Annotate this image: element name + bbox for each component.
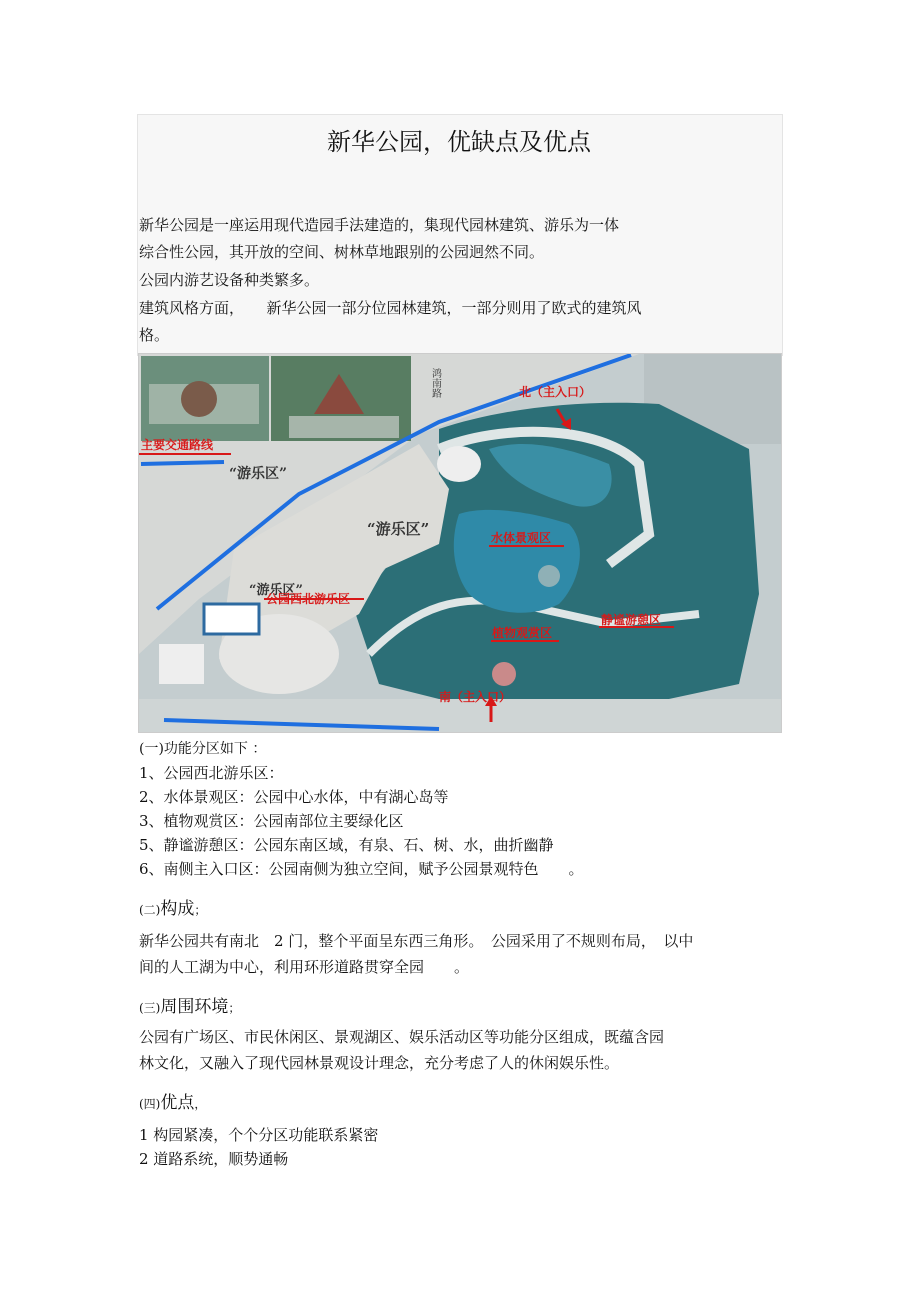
lake xyxy=(454,510,580,613)
page-title: 新华公园，优缺点及优点 xyxy=(327,128,591,156)
island xyxy=(538,565,560,587)
section3-line: 公园有广场区、市民休闲区、景观湖区、娱乐活动区等功能分区组成，既蕴含园 xyxy=(139,1028,665,1046)
label-road-name: 鸿南路 xyxy=(429,368,441,398)
label-main-road: 主要交通路线 xyxy=(141,438,214,452)
label-nw-amusement: 公园西北游乐区 xyxy=(266,592,351,606)
label-north-gate: 北（主入口） xyxy=(519,385,592,399)
label-amusement-top: “游乐区” xyxy=(229,466,288,482)
label-amusement-mid: “游乐区” xyxy=(367,520,430,538)
section1-heading: (一)功能分区如下 ： xyxy=(139,741,267,757)
intro-line: 新华公园是一座运用现代造园手法建造的，集现代园林建筑、游乐为一体 xyxy=(139,216,620,234)
label-amusement-sw: “游乐区” xyxy=(249,583,303,598)
section1-item: 2、水体景观区：公园中心水体，中有湖心岛等 xyxy=(139,788,449,806)
section4-item: 1 构园紧凑，个个分区功能联系紧密 xyxy=(139,1126,379,1144)
label-south-gate: 南（主入口） xyxy=(439,690,512,704)
section1-item: 3、植物观赏区：公园南部位主要绿化区 xyxy=(139,812,404,830)
section3-heading: (三)周围环境； xyxy=(139,997,241,1017)
intro-line: 格。 xyxy=(139,326,170,344)
section1-item: 5、静谧游憩区：公园东南区域，有泉、石、树、水，曲折幽静 xyxy=(139,836,554,854)
section3-line: 林文化，又融入了现代园林景观设计理念，充分考虑了人的休闲娱乐性。 xyxy=(139,1054,620,1072)
label-water-zone: 水体景观区 xyxy=(491,531,552,545)
section2-line: 间的人工湖为中心，利用环形道路贯穿全园 。 xyxy=(139,958,470,976)
label-plant-zone: 植物观赏区 xyxy=(492,626,553,640)
intro-line: 建筑风格方面， 新华公园一部分位园林建筑，一部分则用了欧式的建筑风 xyxy=(139,299,642,317)
section2-line: 新华公园共有南北 2 门，整个平面呈东西三角形。 公园采用了不规则布局， 以中 xyxy=(139,932,694,950)
intro-line: 公园内游艺设备种类繁多。 xyxy=(139,271,320,289)
section1-item: 1、公园西北游乐区： xyxy=(139,764,284,782)
road-line-west xyxy=(141,462,224,464)
section4-item: 2 道路系统，顺势通畅 xyxy=(139,1150,289,1168)
section1-item: 6、南侧主入口区：公园南侧为独立空间，赋予公园景观特色 。 xyxy=(139,860,584,878)
park-plan-map xyxy=(138,353,782,733)
section2-heading: (二)构成； xyxy=(139,899,207,919)
intro-line: 综合性公园，其开放的空间、树林草地跟别的公园迥然不同。 xyxy=(139,243,545,261)
label-quiet-zone: 静谧游憩区 xyxy=(601,613,662,627)
section4-heading: (四)优点， xyxy=(139,1093,207,1113)
